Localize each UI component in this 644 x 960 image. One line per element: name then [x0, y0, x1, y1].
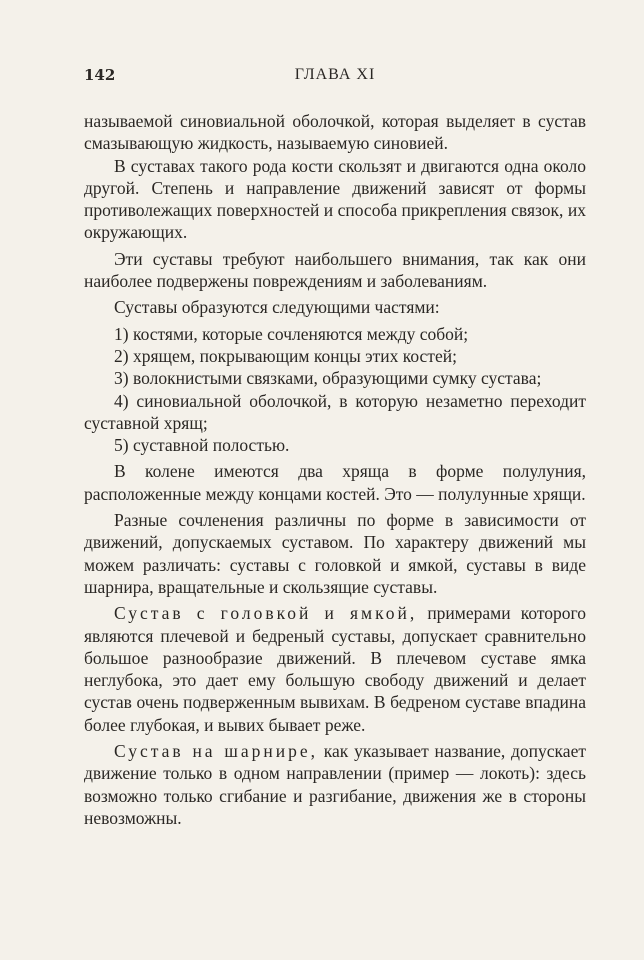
page-number: 142 — [84, 66, 116, 84]
paragraph: В суставах такого рода кости скользят и двигаются одна около другой. Степень и направление движений зависят от формы противолежащих поверхностей и способа прикрепления связок, их окружающих. — [84, 155, 586, 243]
paragraph: Суставы образуются следующими частями: — [114, 297, 440, 318]
paragraph: называемой синовиальной оболочкой, которая выделяет в сустав смазывающую жидкость, называемую синовией. — [84, 111, 586, 154]
page-body — [84, 110, 586, 829]
paragraph-ball-joint — [84, 602, 586, 736]
term-ball-joint: Сустав с головкой и ямкой, — [114, 603, 418, 624]
paragraph-hinge-joint — [84, 740, 586, 829]
list-item: 1) костями, которые сочленяются между собой; — [114, 323, 469, 344]
term-hinge-joint: Сустав на шарнире, — [114, 741, 318, 762]
list-item: 2) хрящем, покрывающим концы этих костей; — [114, 345, 457, 366]
ball-joint-text: примерами которого являются плечевой и бедреный суставы, допускает сравнительно большое разнообразие движений. В плечевом суставе ямка неглубока, это дает ему большую свободу движений и делает сустав очень подверженным вывихам. В бедреном суставе впадина более глубокая, и вывих бывает реже. — [84, 603, 586, 735]
paragraph: Разные сочленения различны по форме в зависимости от движений, допускаемых суставом. По характеру движений мы можем различать: суставы с головкой и ямкой, суставы в виде шарнира, вращательные и скользящие суставы. — [84, 510, 586, 597]
list-item: 5) суставной полостью. — [114, 435, 290, 456]
chapter-title: ГЛАВА XI — [294, 66, 376, 83]
page-header — [84, 66, 586, 90]
list-item: 3) волокнистыми связками, образующими сумку сустава; — [114, 368, 542, 389]
paragraph: В колене имеются два хряща в форме полулуния, расположенные между концами костей. Это — полулунные хрящи. — [84, 461, 586, 504]
list-item: 4) синовиальной оболочкой, в которую незаметно переходит суставной хрящ; — [84, 390, 586, 433]
hinge-joint-text: как указывает название, допускает движение только в одном направлении (пример — локоть): здесь возможно только сгибание и разгибание, движения же в стороны невозможны. — [84, 741, 586, 828]
paragraph: Эти суставы требуют наибольшего внимания, так как они наиболее подвержены повреждениям и заболеваниям. — [84, 248, 586, 292]
